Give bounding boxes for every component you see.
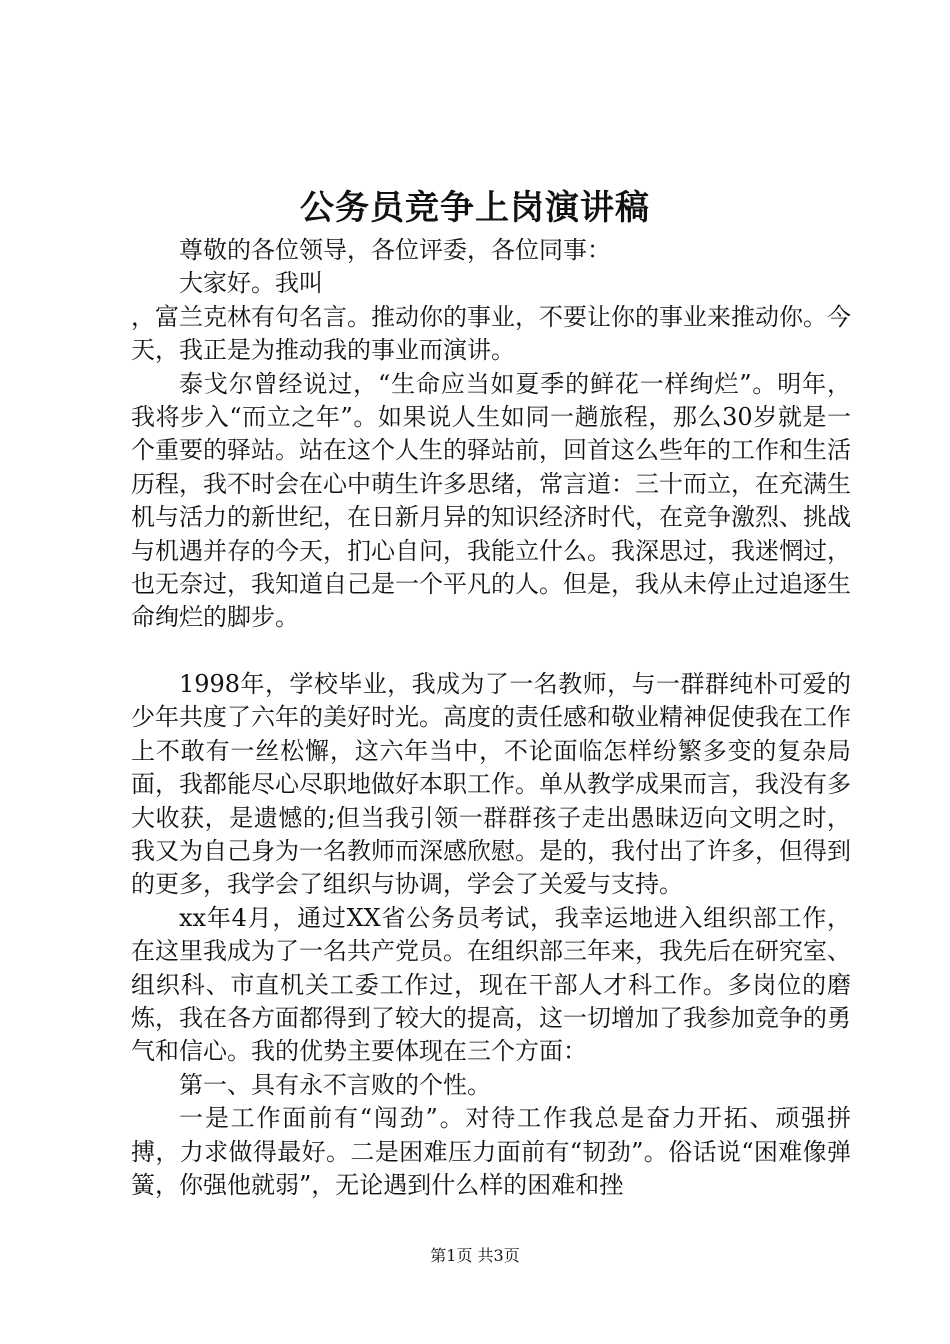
teacher-paragraph: 1998年，学校毕业，我成为了一名教师，与一群群纯朴可爱的少年共度了六年的美好时光。高度的责任感和敬业精神促使我在工作上不敢有一丝松懈，这六年当中，不论面临怎样纷繁多变的复杂局面，我都能尽心尽职地做好本职工作。单从教学成果而言，我没有多大收获，是遗憾的;但当我引领一群群孩子走出愚昧迈向文明之时，我又为自己身为一名教师而深感欣慰。是的，我付出了许多，但得到的更多，我学会了组织与协调，学会了关爱与支持。 <box>131 669 851 899</box>
first-point-paragraph: 一是工作面前有“闯劲”。对待工作我总是奋力开拓、顽强拼搏，力求做得最好。二是困难压力面前有“韧劲”。俗话说“困难像弹簧，你强他就弱”，无论遇到什么样的困难和挫 <box>131 1104 851 1199</box>
civil-service-paragraph: xx年4月，通过XX省公务员考试，我幸运地进入组织部工作，在这里我成为了一名共产党员。在组织部三年来，我先后在研究室、组织科、市直机关工委工作过，现在干部人才科工作。多岗位的磨炼，我在各方面都得到了较大的提高，这一切增加了我参加竞争的勇气和信心。我的优势主要体现在三个方面： <box>131 903 851 1066</box>
intro-paragraph: ，富兰克林有句名言。推动你的事业，不要让你的事业来推动你。今天，我正是为推动我的事业而演讲。 <box>131 302 851 365</box>
tagore-paragraph: 泰戈尔曾经说过，“生命应当如夏季的鲜花一样绚烂”。明年，我将步入“而立之年”。如果说人生如同一趟旅程，那么30岁就是一个重要的驿站。站在这个人生的驿站前，回首这么些年的工作和生活历程，我不时会在心中萌生许多思绪，常言道：三十而立，在充满生机与活力的新世纪，在日新月异的知识经济时代，在竞争激烈、挑战与机遇并存的今天，扪心自问，我能立什么。我深思过，我迷惘过，也无奈过，我知道自己是一个平凡的人。但是，我从未停止过追逐生命绚烂的脚步。 <box>131 369 851 632</box>
salutation-paragraph: 尊敬的各位领导，各位评委，各位同事： <box>179 236 611 264</box>
document-title: 公务员竞争上岗演讲稿 <box>300 188 650 228</box>
greeting-paragraph: 大家好。我叫 <box>179 269 323 298</box>
first-point-heading: 第一、具有永不言败的个性。 <box>179 1070 491 1099</box>
page-footer: 第1页 共3页 <box>430 1246 520 1265</box>
document-body <box>131 234 851 1202</box>
